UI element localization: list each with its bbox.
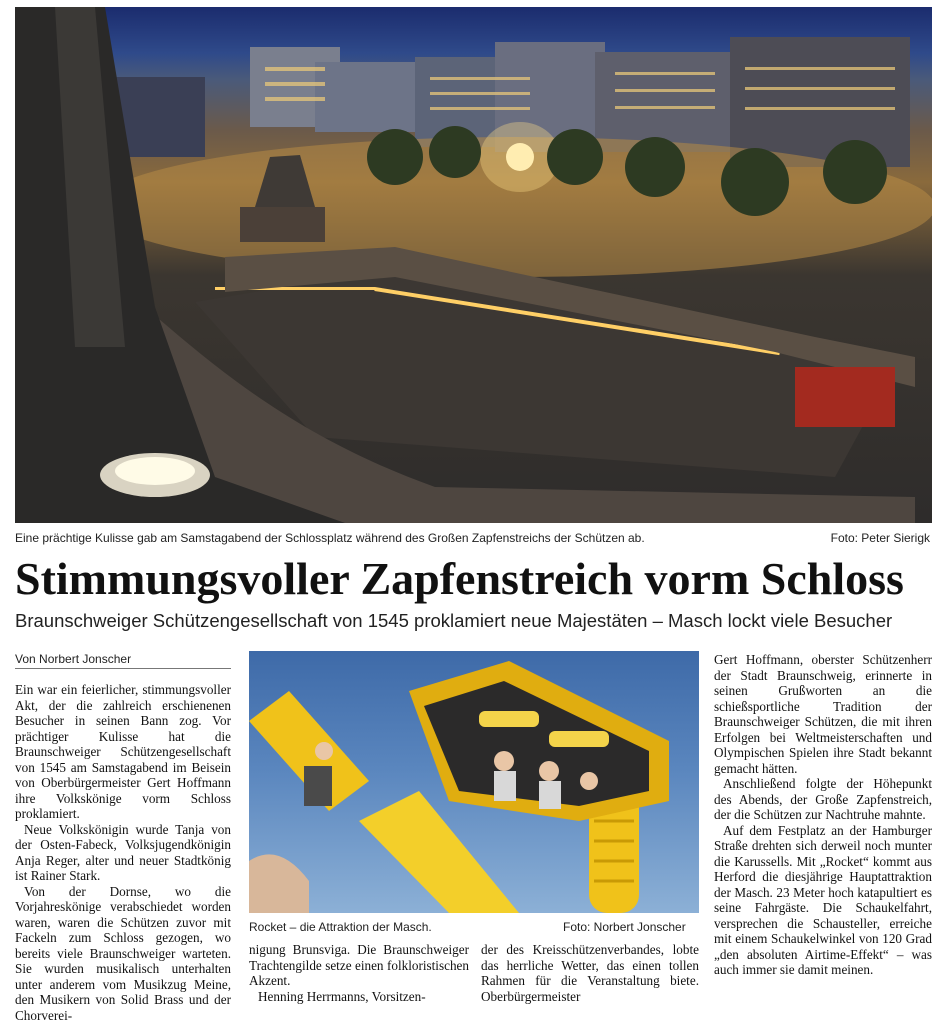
article-column-3 (481, 942, 699, 1004)
rocket-photo-credit: Foto: Norbert Jonscher (563, 920, 686, 934)
paragraph: der des Kreisschützenverbandes, lobte das herrliche Wetter, das einen tollen Rahmen für die Veranstaltung biete. Oberbürgermeister (481, 942, 699, 1004)
paragraph: Neue Volkskönigin wurde Tanja von der Osten-Fabeck, Volksjugendkönigin Anja Reger, alter und neuer Stadtkönig ist Rainer Stark. (15, 822, 231, 884)
schlossplatz-photo-art (15, 7, 932, 523)
paragraph: nigung Brunsviga. Die Braunschweiger Trachtengilde setze einen folkloristischen Akzent. (249, 942, 469, 989)
article-column-2 (249, 942, 469, 1004)
article-column-1 (15, 682, 231, 1023)
paragraph: Gert Hoffmann, oberster Schützenherr der Stadt Braunschweig, erinnerte in seinen Grußworten an die schießsportliche Tradition der Braunschweiger Schützen, die mit ihren Erfolgen bei Weltmeisterschaften und Olympischen Spielen ihre Stadt bekannt gemacht hätten. (714, 652, 932, 776)
paragraph: Auf dem Festplatz an der Hamburger Straße drehten sich derweil noch munter die Karussells. Mit „Rocket“ kommt aus Herford die diesjährige Hauptattraktion der Masch. 23 Meter hoch katapultiert es seine Fahrgäste. Die Schaukelfahrt, versprechen die Schausteller, erreiche mit einem Schaukelwinkel von 120 Grad „den absoluten Airtime-Effekt“ – was auch immer sie damit meinen. (714, 823, 932, 978)
article-subheadline: Braunschweiger Schützengesellschaft von 1545 proklamiert neue Majestäten – Masch lockt viele Besucher (15, 610, 892, 632)
article-headline: Stimmungsvoller Zapfenstreich vorm Schloss (15, 549, 930, 609)
article-column-4 (714, 652, 932, 978)
article-byline: Von Norbert Jonscher (15, 652, 231, 669)
schlossplatz-photo (15, 7, 932, 523)
rocket-photo-caption: Rocket – die Attraktion der Masch. (249, 920, 432, 934)
rocket-ride-photo (249, 651, 699, 913)
top-photo-credit: Foto: Peter Sierigk (831, 531, 930, 545)
paragraph: Henning Herrmanns, Vorsitzen- (249, 989, 469, 1005)
rocket-ride-photo-art (249, 651, 699, 913)
top-photo-caption: Eine prächtige Kulisse gab am Samstagabend der Schlossplatz während des Großen Zapfenstreichs der Schützen ab. (15, 531, 645, 545)
paragraph: Anschließend folgte der Höhepunkt des Abends, der Große Zapfenstreich, der die Schützen zur Nachtruhe mahnte. (714, 776, 932, 823)
paragraph: Ein war ein feierlicher, stimmungsvoller Akt, der die zahlreich erschienenen Besucher in seinen Bann zog. Vor prächtiger Kulisse hat die Braunschweiger Schützengesellschaft von 1545 am Samstagabend im Beisein von Oberbürgermeister Gert Hoffmann ihre Volkskönige vorm Schloss proklamiert. (15, 682, 231, 822)
paragraph: Von der Dornse, wo die Vorjahreskönige verabschiedet worden waren, waren die Schützen zuvor mit Fackeln zum Schloss gezogen, wo bereits viele Braunschweiger warteten. Sie wurden musikalisch unterhalten unter anderem vom Musikzug Meine, den Musikern von Solid Brass und der Chorverei- (15, 884, 231, 1023)
